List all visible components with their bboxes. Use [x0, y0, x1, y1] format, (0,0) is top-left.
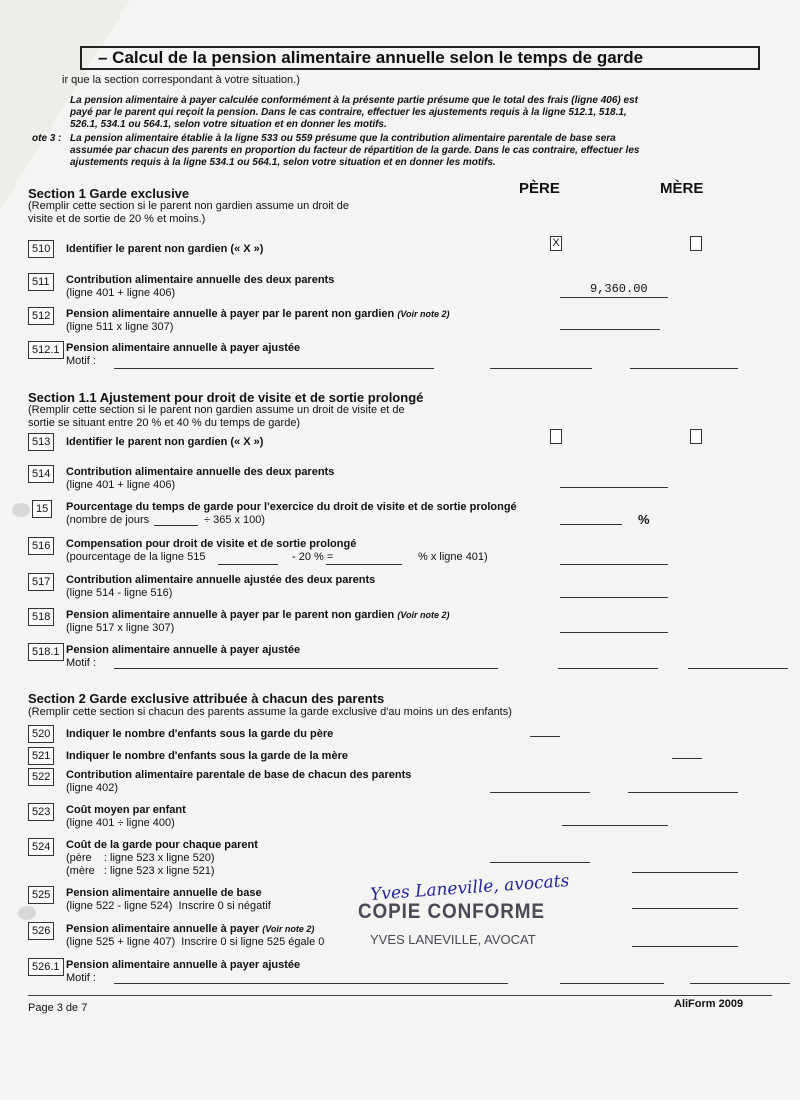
diff-line[interactable] — [326, 564, 402, 565]
row-label: Contribution alimentaire annuelle des deux parents — [66, 274, 335, 286]
row-label: Coût moyen par enfant — [66, 804, 186, 816]
handwritten-signature: Yves Laneville, avocats — [369, 871, 570, 905]
input-line[interactable] — [560, 597, 668, 598]
line-number: 512.1 — [28, 341, 64, 359]
punch-hole-icon — [12, 503, 30, 517]
row-label: Compensation pour droit de visite et de sortie prolongé — [66, 538, 357, 550]
line-number: 513 — [28, 433, 54, 451]
motif-line[interactable] — [114, 983, 508, 984]
stamp-lawyer: YVES LANEVILLE, AVOCAT — [370, 932, 536, 947]
mere-line[interactable] — [632, 946, 738, 947]
line-number: 525 — [28, 886, 54, 904]
row-label: Contribution alimentaire parentale de base de chacun des parents — [66, 769, 412, 781]
note-3-label: ote 3 : — [32, 133, 62, 144]
motif-line[interactable] — [114, 368, 434, 369]
motif-label: Motif : — [66, 657, 96, 669]
line-number: 526.1 — [28, 958, 64, 976]
line-number: 514 — [28, 465, 54, 483]
pere-checkbox[interactable]: X — [550, 236, 562, 251]
row-formula-mere: (mère : ligne 523 x ligne 521) — [66, 865, 215, 877]
input-line[interactable] — [560, 564, 668, 565]
mere-line[interactable] — [632, 872, 738, 873]
row-512-1 — [28, 341, 768, 381]
row-label: Pension alimentaire annuelle à payer par le parent non gardien — [66, 308, 395, 320]
row-formula: (ligne 514 - ligne 516) — [66, 587, 173, 599]
motif-label: Motif : — [66, 972, 96, 984]
row-516 — [28, 537, 768, 577]
row-514 — [28, 465, 768, 505]
row-label: Contribution alimentaire annuelle ajustée des deux parents — [66, 574, 376, 586]
row-518-1 — [28, 643, 768, 683]
pere-line[interactable] — [490, 792, 590, 793]
motif-line[interactable] — [114, 668, 498, 669]
row-518 — [28, 608, 768, 648]
row-formula-a: (nombre de jours — [66, 514, 150, 526]
row-formula-pere: (père : ligne 523 x ligne 520) — [66, 852, 215, 864]
line-number: 15 — [32, 500, 52, 518]
page-subtitle: ir que la section correspondant à votre situation.) — [62, 74, 300, 86]
row-formula-c: % x ligne 401) — [418, 551, 488, 563]
mere-checkbox[interactable] — [690, 236, 702, 251]
row-formula: (ligne 401 ÷ ligne 400) — [66, 817, 175, 829]
row-522 — [28, 768, 768, 808]
row-note: (Voir note 2) — [262, 924, 315, 934]
copy-stamp: COPIE CONFORME — [358, 900, 545, 923]
row-515 — [28, 500, 768, 540]
line-number: 510 — [28, 240, 54, 258]
page-number: Page 3 de 7 — [28, 1002, 88, 1014]
row-label: Pension alimentaire annuelle à payer — [66, 923, 260, 935]
line-number: 518.1 — [28, 643, 64, 661]
pere-count-line[interactable] — [530, 736, 560, 737]
row-label: Identifier le parent non gardien (« X ») — [66, 243, 264, 255]
input-line[interactable] — [562, 825, 668, 826]
percent-sign: % — [638, 512, 650, 527]
mere-line[interactable] — [690, 983, 790, 984]
row-label: Pension alimentaire annuelle à payer ajustée — [66, 342, 301, 354]
row-formula: (ligne 525 + ligne 407) Inscrire 0 si ligne 525 égale 0 — [66, 936, 325, 948]
line-number: 522 — [28, 768, 54, 786]
section-11-title: Section 1.1 Ajustement pour droit de visite et de sortie prolongé — [28, 390, 424, 405]
note-3: La pension alimentaire établie à la ligne 533 ou 559 présume que la contribution alimentaire parentale de base sera assumée par chacun des parents en proportion du facteur de répartition de la garde. Dans le cas contraire, effectuer les ajustements requis à la ligne 534.1 ou 564.1, selon votre situation et en donner les motifs. — [70, 133, 640, 168]
row-label: Contribution alimentaire annuelle des deux parents — [66, 466, 335, 478]
section-2-desc: (Remplir cette section si chacun des parents assume la garde exclusive d'au moins un des enfants) — [28, 706, 512, 718]
line-number: 511 — [28, 273, 54, 291]
row-note: (Voir note 2) — [397, 610, 450, 620]
motif-label: Motif : — [66, 355, 96, 367]
mere-checkbox[interactable] — [690, 429, 702, 444]
mere-line[interactable] — [688, 668, 788, 669]
line-number: 524 — [28, 838, 54, 856]
row-formula-b: - 20 % = — [292, 551, 334, 563]
days-line[interactable] — [154, 525, 198, 526]
note-2: La pension alimentaire à payer calculée conformément à la présente partie présume que le total des frais (ligne 406) est payé par le parent qui reçoit la pension. Dans le cas contraire, effectuer les ajustements requis à la ligne 512.1, 518.1, 526.1, 534.1 ou 564.1, selon votre situation et en donner les motifs. — [70, 95, 638, 130]
row-formula-a: (pourcentage de la ligne 515 — [66, 551, 206, 563]
input-line[interactable] — [560, 524, 622, 525]
row-formula: (ligne 401 + ligne 406) — [66, 287, 176, 299]
pere-line[interactable] — [560, 983, 664, 984]
mere-line[interactable] — [632, 908, 738, 909]
row-517 — [28, 573, 768, 613]
row-label: Pension alimentaire annuelle à payer par le parent non gardien — [66, 609, 395, 621]
row-label: Coût de la garde pour chaque parent — [66, 839, 258, 851]
input-line[interactable] — [560, 487, 668, 488]
row-label: Pension alimentaire annuelle de base — [66, 887, 262, 899]
form-brand: AliForm 2009 — [674, 998, 744, 1010]
row-label: Pourcentage du temps de garde pour l'exercice du droit de visite et de sortie prolongé — [66, 501, 517, 513]
pere-line[interactable] — [490, 862, 590, 863]
pere-line[interactable] — [558, 668, 658, 669]
row-formula: (ligne 401 + ligne 406) — [66, 479, 176, 491]
row-note: (Voir note 2) — [397, 309, 450, 319]
row-label: Pension alimentaire annuelle à payer ajustée — [66, 644, 301, 656]
row-label: Identifier le parent non gardien (« X ») — [66, 436, 264, 448]
pere-line[interactable] — [490, 368, 592, 369]
line-number: 523 — [28, 803, 54, 821]
row-formula: (ligne 517 x ligne 307) — [66, 622, 175, 634]
row-formula-b: ÷ 365 x 100) — [204, 514, 266, 526]
row-formula: (ligne 402) — [66, 782, 118, 794]
input-line[interactable] — [560, 329, 660, 330]
pere-checkbox[interactable] — [550, 429, 562, 444]
section-2-title: Section 2 Garde exclusive attribuée à chacun des parents — [28, 691, 385, 706]
row-label: Pension alimentaire annuelle à payer ajustée — [66, 959, 301, 971]
line-number: 518 — [28, 608, 54, 626]
row-formula: (ligne 511 x ligne 307) — [66, 321, 174, 333]
row-524 — [28, 838, 768, 882]
input-line — [560, 297, 668, 298]
line-number: 517 — [28, 573, 54, 591]
mere-line[interactable] — [628, 792, 738, 793]
line-number: 512 — [28, 307, 54, 325]
mere-line[interactable] — [630, 368, 738, 369]
row-523 — [28, 803, 768, 843]
mere-count-line[interactable] — [672, 758, 702, 759]
col-mere: MÈRE — [660, 180, 704, 197]
line-number: 520 — [28, 725, 54, 743]
pct-line[interactable] — [218, 564, 278, 565]
line-number: 516 — [28, 537, 54, 555]
row-formula: (ligne 522 - ligne 524) Inscrire 0 si négatif — [66, 900, 271, 912]
row-label: Indiquer le nombre d'enfants sous la garde de la mère — [66, 750, 348, 762]
section-1-desc: (Remplir cette section si le parent non gardien assume un droit de visite et de sortie de 20 % et moins.) — [28, 200, 350, 225]
section-11-desc: (Remplir cette section si le parent non gardien assume un droit de visite et de sortie se situant entre 20 % et 40 % du temps de garde) — [28, 404, 405, 429]
page-title: – Calcul de la pension alimentaire annuelle selon le temps de garde — [98, 48, 644, 67]
punch-hole-icon — [18, 906, 36, 920]
line-number: 526 — [28, 922, 54, 940]
col-pere: PÈRE — [519, 180, 560, 197]
section-1-title: Section 1 Garde exclusive — [28, 186, 190, 201]
value-511[interactable]: 9,360.00 — [590, 282, 648, 296]
row-526-1 — [28, 958, 768, 998]
footer-rule — [28, 995, 772, 996]
row-label: Indiquer le nombre d'enfants sous la garde du père — [66, 728, 334, 740]
line-number: 521 — [28, 747, 54, 765]
input-line[interactable] — [560, 632, 668, 633]
